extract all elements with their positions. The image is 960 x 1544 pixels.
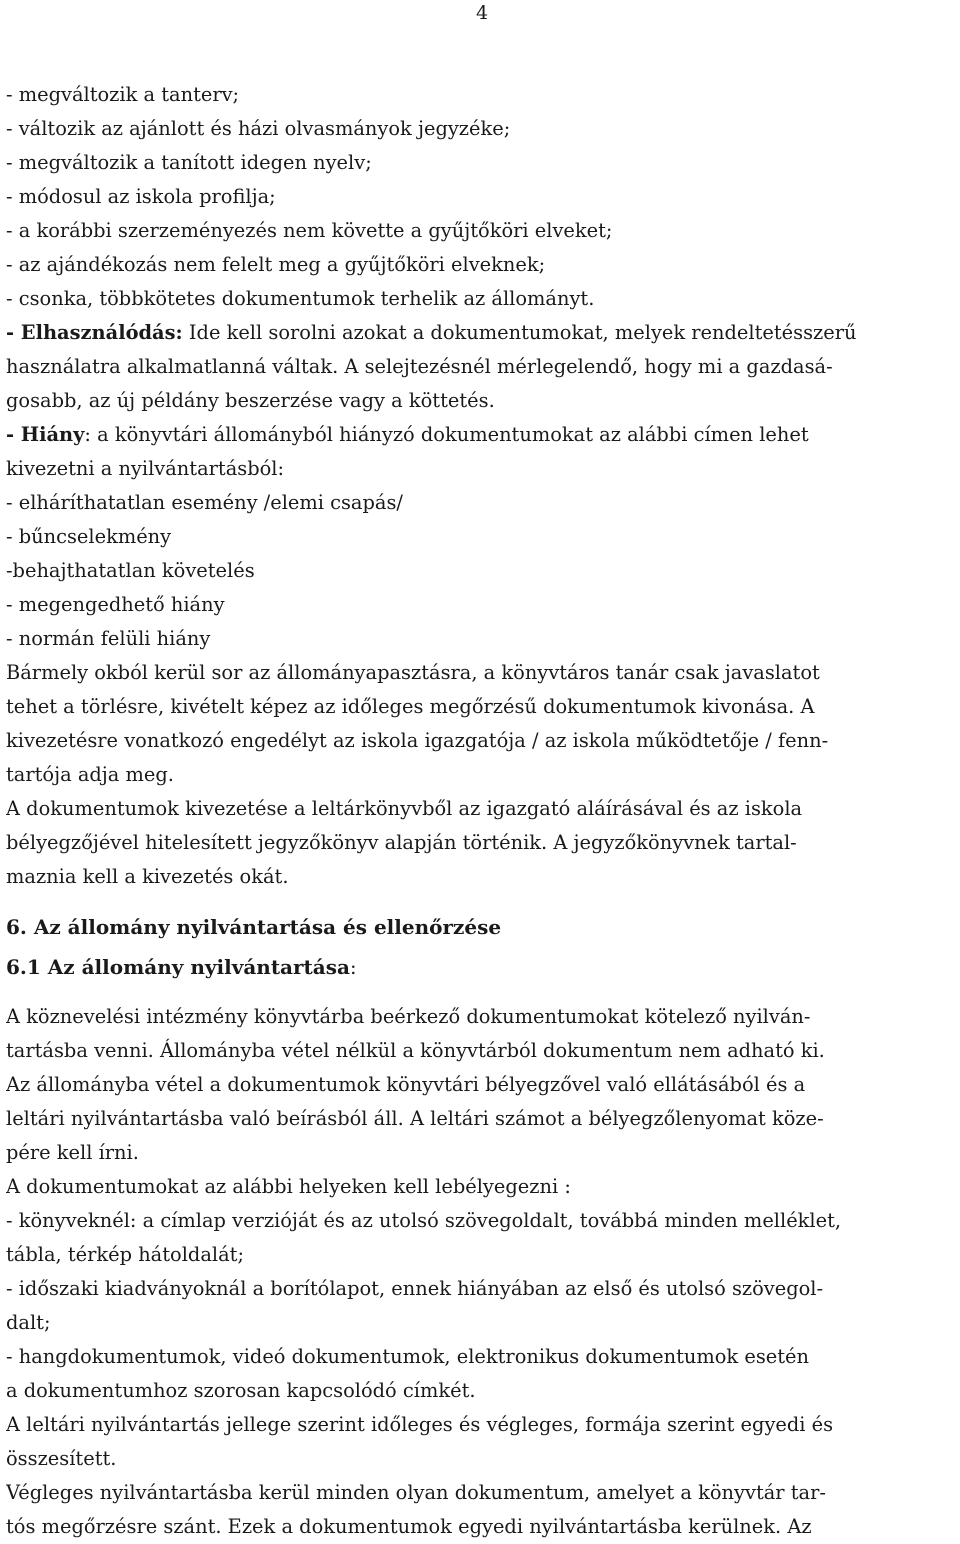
text-line: összesített. bbox=[6, 1447, 117, 1470]
list-item: - hangdokumentumok, videó dokumentumok, elektronikus dokumentumok esetén bbox=[6, 1345, 810, 1368]
text-line: Bármely okból kerül sor az állományapasztásra, a könyvtáros tanár csak javaslatot bbox=[6, 661, 820, 684]
text-line: tehet a törlésre, kivételt képez az időleges megőrzésű dokumentumok kivonása. A bbox=[6, 695, 815, 718]
text-line: dalt; bbox=[6, 1311, 51, 1334]
text-line: A dokumentumokat az alábbi helyeken kell lebélyegezni : bbox=[6, 1175, 571, 1198]
section-heading-6-1 bbox=[6, 950, 960, 984]
text-line: A leltári nyilvántartás jellege szerint időleges és végleges, formája szerint egyedi és bbox=[6, 1413, 834, 1436]
text-line: használatra alkalmatlanná váltak. A selejtezésnél mérlegelendő, hogy mi a gazdasá- bbox=[6, 355, 833, 378]
list-item: - elháríthatatlan esemény /elemi csapás/ bbox=[6, 491, 403, 514]
list-item: - bűncselekmény bbox=[6, 525, 172, 548]
text-line: A dokumentumok kivezetése a leltárkönyvből az igazgató aláírásával és az iskola bbox=[6, 797, 803, 820]
list-item: -behajthatatlan követelés bbox=[6, 559, 255, 582]
list-item: - megváltozik a tanterv; bbox=[6, 83, 240, 106]
text-line: maznia kell a kivezetés okát. bbox=[6, 865, 289, 888]
section-heading-6: 6. Az állomány nyilvántartása és ellenőrzése bbox=[6, 915, 502, 939]
list-item: - megengedhető hiány bbox=[6, 593, 225, 616]
list-item: - változik az ajánlott és házi olvasmányok jegyzéke; bbox=[6, 117, 511, 140]
list-item: - az ajándékozás nem felelt meg a gyűjtőköri elveknek; bbox=[6, 253, 546, 276]
list-item: - módosul az iskola profilja; bbox=[6, 185, 276, 208]
elhasznalodas-line bbox=[6, 316, 960, 350]
list-item: - normán felüli hiány bbox=[6, 627, 211, 650]
text-line: a dokumentumhoz szorosan kapcsolódó címkét. bbox=[6, 1379, 476, 1402]
hiany-line bbox=[6, 418, 960, 452]
page-content bbox=[6, 78, 960, 1544]
hiany-text: : a könyvtári állományból hiányzó dokumentumokat az alábbi címen lehet bbox=[84, 423, 809, 446]
heading-6-1-text: 6.1 Az állomány nyilvántartása bbox=[6, 955, 350, 979]
text-line: leltári nyilvántartásba való beírásból áll. A leltári számot a bélyegzőlenyomat köze- bbox=[6, 1107, 824, 1130]
text-line: gosabb, az új példány beszerzése vagy a köttetés. bbox=[6, 389, 495, 412]
heading-6-1-suffix: : bbox=[349, 956, 357, 979]
text-line: kivezetni a nyilvántartásból: bbox=[6, 457, 285, 480]
text-line: pére kell írni. bbox=[6, 1141, 139, 1164]
list-item: - a korábbi szerzeményezés nem követte a gyűjtőköri elveket; bbox=[6, 219, 613, 242]
text-line: tartója adja meg. bbox=[6, 763, 174, 786]
text-line: Végleges nyilvántartásba kerül minden olyan dokumentum, amelyet a könyvtár tar- bbox=[6, 1481, 826, 1504]
list-item: - megváltozik a tanított idegen nyelv; bbox=[6, 151, 372, 174]
elhasznalodas-text: Ide kell sorolni azokat a dokumentumokat, melyek rendeltetésszerű bbox=[182, 321, 857, 344]
list-item: - csonka, többkötetes dokumentumok terhelik az állományt. bbox=[6, 287, 595, 310]
text-line: tartásba venni. Állományba vétel nélkül a könyvtárból dokumentum nem adható ki. bbox=[6, 1039, 825, 1062]
text-line: bélyegzőjével hitelesített jegyzőkönyv alapján történik. A jegyzőkönyvnek tartal- bbox=[6, 831, 797, 854]
hiany-label: - Hiány bbox=[6, 423, 85, 446]
text-line: kivezetésre vonatkozó engedélyt az iskola igazgatója / az iskola működtetője / fenn- bbox=[6, 729, 829, 752]
elhasznalodas-label: - Elhasználódás: bbox=[6, 321, 183, 344]
list-item: - könyveknél: a címlap verzióját és az utolsó szövegoldalt, továbbá minden melléklet, bbox=[6, 1209, 842, 1232]
text-line: tós megőrzésre szánt. Ezek a dokumentumok egyedi nyilvántartásba kerülnek. Az bbox=[6, 1515, 812, 1538]
text-line: A köznevelési intézmény könyvtárba beérkező dokumentumokat kötelező nyilván- bbox=[6, 1005, 811, 1028]
list-item: - időszaki kiadványoknál a borítólapot, ennek hiányában az első és utolsó szövegol- bbox=[6, 1277, 824, 1300]
page-number: 4 bbox=[476, 2, 489, 24]
text-line: Az állományba vétel a dokumentumok könyvtári bélyegzővel való ellátásából és a bbox=[6, 1073, 806, 1096]
text-line: tábla, térkép hátoldalát; bbox=[6, 1243, 244, 1266]
